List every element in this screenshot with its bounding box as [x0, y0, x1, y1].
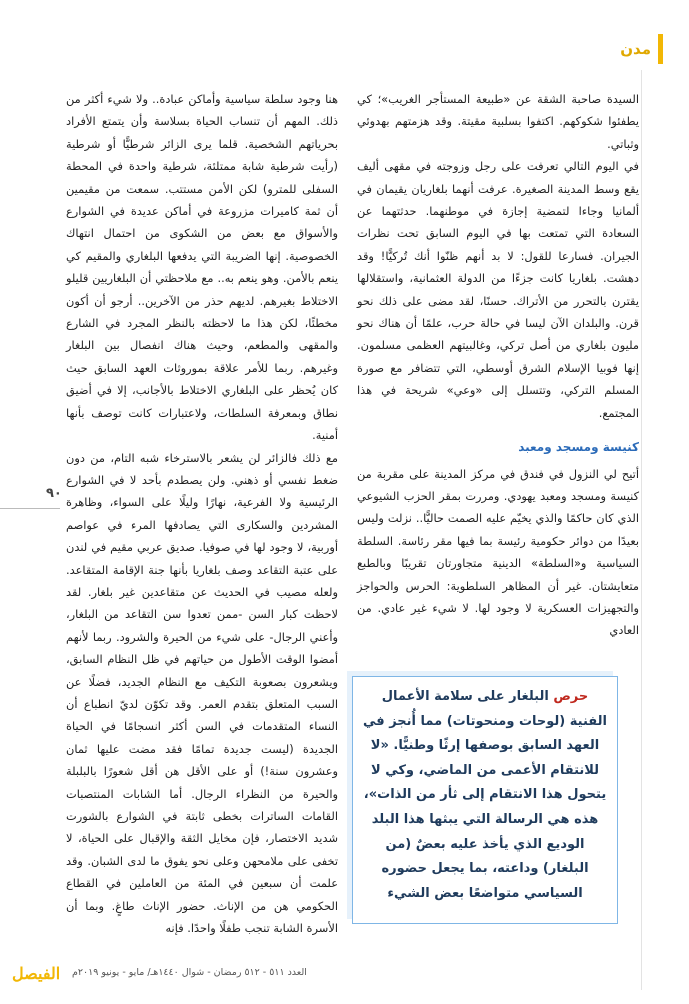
section-tag [583, 34, 663, 64]
section-accent-bar [658, 34, 663, 64]
paragraph: هنا وجود سلطة سياسية وأماكن عبادة.. ولا شيء أكثر من ذلك. المهم أن تنساب الحياة بسلاسة وأن يتمتع الأفراد بحرياتهم الشخصية. قلما يرى الزائر شرطيًّا أو شرطية (رأيت شرطية شابة ممتلئة، شرطية واحدة في المحطة السفلى للمترو) لكن الأمن مستتب. سمعت من مقيمين أن ثمة كاميرات مزروعة في أماكن عديدة في الشوارع والأسواق مع بعض من الشكوى من احتمال انتهاك الخصوصية. إنها الضريبة التي يدفعها البلغاري والمقيم كي ينعم بالأمن. وهو ينعم به.. مع ملاحظتي أن البلغاريين قليلو الاختلاط بغيرهم. لديهم حذر من الآخرين.. أرجو أن أكون مخطئًا، لكن هذا ما لاحظته بالنظر المجرد في الشارع والمقهى والمطعم، وحيث هناك انفصال بين البلغار وغيرهم. ربما للأمر علاقة بموروثات العهد السابق حيث كان يُحظر على البلغاري الاختلاط بالأجانب، إلا في أضيق نطاق وبمعرفة السلطات، ولاعتبارات كانت توصف بأنها أمنية. [66, 92, 338, 443]
paragraph: أتيح لي النزول في فندق في مركز المدينة على مقربة من كنيسة ومسجد ومعبد يهودي. ومررت بمقر الحزب الشيوعي الذي كان حاكمًا والذي يخيّم عليه الصمت حاليًّا.. نزلت وليس بعيدًا من دوائر حكومية رئيسة بما فيها مقر رئاسة. السلطة السياسية و«السلطة» الدينية متجاورتان تقريبًا وبالطبع متعايشتان. غير أن المظاهر السلطوية: الحرس والحواجز والتجهيزات العسكرية لا وجود لها. لا شيء غير عادي. من العادي [357, 466, 639, 638]
page-number-divider [0, 508, 60, 509]
magazine-logo: الفيصل [12, 964, 61, 983]
paragraph: السيدة صاحبة الشقة عن «طبيعة المستأجر الغريب»؛ كي يطفئوا شكوكهم. اكتفوا بسلبية مقيتة. وقد هزمتهم بهدوئي وثباتي. [357, 92, 639, 151]
page-footer [12, 964, 673, 986]
pull-quote-text [363, 685, 607, 906]
pull-quote-body: البلغار على سلامة الأعمال الفنية (لوحات ومنحوتات) مما أُنجز في العهد السابق بوصفها إرثًا وطنيًّا. «لا للانتقام الأعمى من الماضي، وكي لا يتحول هذا الانتقام إلى ثأر من الذات»، هذه هي الرسالة التي يبثها هذا البلد الوديع الذي يأخذ عليه بعضٌ (من البلغار) وداعته، بما يجعل حضوره السياسي متواضعًا بعض الشيء [363, 689, 607, 901]
issue-info: العدد ٥١١ - ٥١٢ رمضان - شوال ١٤٤٠هـ/ مايو - يونيو ٢٠١٩م [72, 967, 307, 978]
section-label: مدن [620, 40, 651, 58]
subheading: كنيسة ومسجد ومعبد [518, 440, 639, 455]
pull-quote-lead: حرص [553, 689, 589, 704]
paragraph: مع ذلك فالزائر لن يشعر بالاسترخاء شبه التام، من دون ضغط نفسي أو ذهني. ولن يصطدم بأحد لا في الشوارع الرئيسية ولا الفرعية، نهارًا وليلًا على السواء، وظاهرة المشردين والسكارى التي يصادفها المرء في عواصم أوربية، لا وجود لها في صوفيا. صديق عربي مقيم في لندن على عتبة التقاعد وصف بلغاريا بأنها جنة الإقامة المتقاعد. ولعله مصيب في الحديث عن متقاعدين غير بلغار. لقد لاحظت كبار السن -ممن تعدوا سن التقاعد من البلغار، وأعني الرجال- على شيء من الحيرة والشرود. ربما لأنهم أمضوا الوقت الأطول من حياتهم في ظل النظام السابق، ويشعرون بصعوبة التكيف مع النظام الجديد، فضلًا عن السبب المتعلق بتقدم العمر. وقد تكوّن لديّ انطباع أن النساء المتقدمات في السن أكثر انسجامًا في الحياة الجديدة (ليست جديدة تمامًا فقد مضت عليها ثمان وعشرون سنة!) أو على الأقل هن أقل شعورًا بالبلبلة والحيرة من النظراء الرجال. أما الشابات المنتصبات القامات الساترات بخطى ثابتة في الشوارع بالشورت شديد الاختصار، فإن مخايل الثقة والإقبال على الحياة، لا تخفى على ملامحهن وعلى نحو يفوق ما لدى الشبان. وقد علمت أن سبعين في المئة من العاملين في القطاع الحكومي هن من الإناث. حضور الإناث طاغٍ. وبما أن الأسرة الشابة تنجب طفلًا واحدًا. فإنه [66, 450, 338, 936]
page-number: ٩٠ [46, 486, 62, 501]
article-column-left [66, 88, 338, 939]
article-column-right [357, 88, 639, 642]
pull-quote [352, 676, 618, 924]
paragraph: في اليوم التالي تعرفت على رجل وزوجته في مقهى أليف يقع وسط المدينة الصغيرة. عرفت أنهما بلغاريان يقيمان في ألمانيا وجاءا لتمضية إجازة في موطنهما. حدثتهما عن السعادة التي تمتعت بها في اليوم السابق تحت نظرات الجيران. فسارعا للقول: لا بد أنهم ظنّوا أنك تُركيًّا! وقد دهشت. بلغاريا كانت جزءًا من الدولة العثمانية، واستقلالها يقترن بالتحرر من الأتراك. حسنًا، لقد مضى على ذلك نحو قرن. والبلدان الآن ليسا في حالة حرب، علمًا أن هناك نحو مليون بلغاري من أصل تركي، وغالبيتهم العظمى مسلمون. إنها فوبيا الإسلام الشرق أوسطي، التي تتضافر مع صورة المسلم التركي، وتتسلل إلى «وعي» شريحة في هذا المجتمع. [357, 159, 639, 420]
margin-rule [641, 70, 642, 990]
